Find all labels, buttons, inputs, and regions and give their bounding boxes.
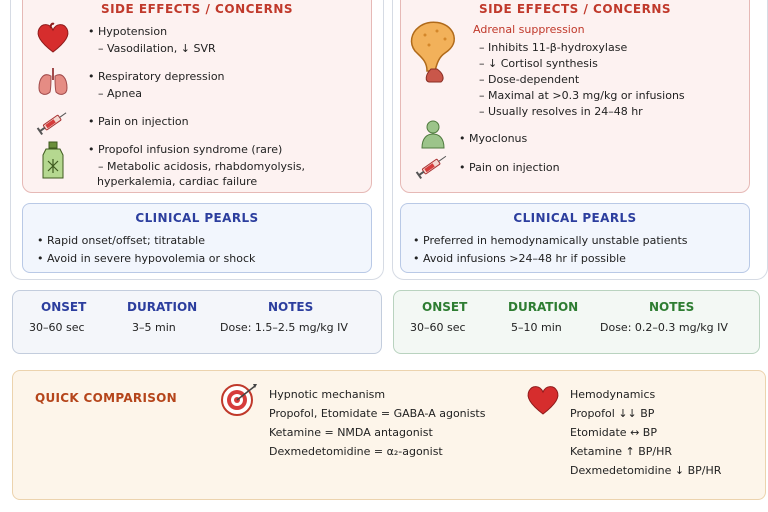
side-effects-panel-right: [400, 0, 750, 193]
lungs-icon: [36, 66, 70, 98]
notes-label: NOTES: [649, 300, 695, 314]
clinical-pearls-right: [400, 203, 750, 273]
quick-comparison-panel: [12, 370, 766, 500]
hypnotic-line: Dexmedetomidine = α₂-agonist: [269, 445, 443, 458]
onset-value: 30–60 sec: [29, 321, 85, 334]
duration-label: DURATION: [508, 300, 579, 314]
adrenal-gland-icon: [407, 19, 459, 83]
target-icon: [220, 383, 258, 417]
syringe-icon: [35, 109, 71, 135]
se-item-sub: – Metabolic acidosis, rhabdomyolysis,: [98, 160, 306, 173]
pain-item: • Pain on injection: [459, 161, 560, 174]
adrenal-item: – ↓ Cortisol synthesis: [479, 57, 598, 70]
pearl-item: • Avoid infusions >24–48 hr if possible: [413, 252, 626, 265]
onset-value: 30–60 sec: [410, 321, 466, 334]
duration-value: 5–10 min: [511, 321, 562, 334]
side-effects-heading: SIDE EFFECTS / CONCERNS: [100, 2, 294, 16]
duration-label: DURATION: [127, 300, 198, 314]
hypnotic-line: Ketamine = NMDA antagonist: [269, 426, 433, 439]
hemodynamics-title: Hemodynamics: [570, 388, 656, 401]
se-item-sub: hyperkalemia, cardiac failure: [97, 175, 258, 188]
hemodynamics-line: Etomidate ↔ BP: [570, 426, 657, 439]
pearls-title: CLINICAL PEARLS: [513, 211, 637, 225]
hemodynamics-line: Propofol ↓↓ BP: [570, 407, 655, 420]
notes-value: Dose: 0.2–0.3 mg/kg IV: [600, 321, 728, 334]
hemodynamics-line: Ketamine ↑ BP/HR: [570, 445, 673, 458]
onset-label: ONSET: [41, 300, 87, 314]
person-icon: [419, 119, 447, 149]
bottle-icon: [38, 141, 68, 181]
pearl-item: • Rapid onset/offset; titratable: [37, 234, 206, 247]
se-item-sub: – Vasodilation, ↓ SVR: [98, 42, 216, 55]
adrenal-item: – Usually resolves in 24–48 hr: [479, 105, 643, 118]
hypnotic-title: Hypnotic mechanism: [269, 388, 386, 401]
hypnotic-line: Propofol, Etomidate = GABA-A agonists: [269, 407, 486, 420]
adrenal-title: Adrenal suppression: [473, 23, 585, 36]
notes-label: NOTES: [268, 300, 314, 314]
pearl-item: • Preferred in hemodynamically unstable patients: [413, 234, 688, 247]
adrenal-item: – Maximal at >0.3 mg/kg or infusions: [479, 89, 685, 102]
se-item-sub: – Apnea: [98, 87, 142, 100]
duration-value: 3–5 min: [132, 321, 176, 334]
syringe-icon: [413, 152, 451, 180]
hemodynamics-line: Dexmedetomidine ↓ BP/HR: [570, 464, 722, 477]
onset-label: ONSET: [422, 300, 468, 314]
myoclonus-item: • Myoclonus: [459, 132, 528, 145]
heart-icon: [36, 22, 70, 54]
dosing-panel-left: [12, 290, 382, 354]
se-item-title: • Hypotension: [88, 25, 168, 38]
side-effects-panel-left: [22, 0, 372, 193]
clinical-pearls-left: [22, 203, 372, 273]
pearls-title: CLINICAL PEARLS: [135, 211, 259, 225]
adrenal-item: – Dose-dependent: [479, 73, 580, 86]
heart-icon: [526, 384, 560, 416]
se-item-title: • Pain on injection: [88, 115, 189, 128]
dosing-panel-right: [393, 290, 760, 354]
adrenal-item: – Inhibits 11-β-hydroxylase: [479, 41, 628, 54]
pearl-item: • Avoid in severe hypovolemia or shock: [37, 252, 256, 265]
se-item-title: • Respiratory depression: [88, 70, 225, 83]
se-item-title: • Propofol infusion syndrome (rare): [88, 143, 283, 156]
quick-comparison-title: QUICK COMPARISON: [35, 391, 178, 405]
side-effects-heading: SIDE EFFECTS / CONCERNS: [478, 2, 672, 16]
notes-value: Dose: 1.5–2.5 mg/kg IV: [220, 321, 348, 334]
